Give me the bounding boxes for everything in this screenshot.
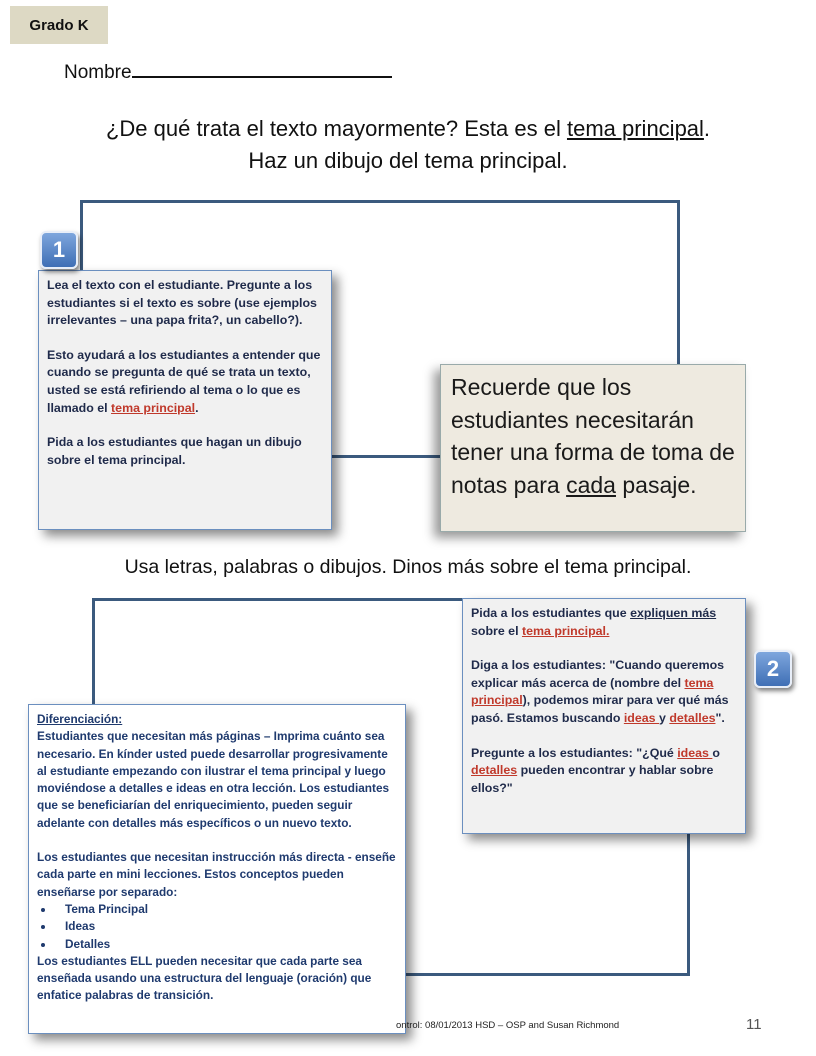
page-number: 11	[746, 1016, 762, 1033]
note1-punct: .	[195, 400, 199, 415]
note1-para-3: Pida a los estudiantes que hagan un dibujo sobre el tema principal.	[47, 435, 302, 467]
list-item: • Detalles	[55, 936, 397, 953]
note2-text: Pregunte a los estudiantes: "¿Qué	[471, 745, 678, 760]
note2-para-1	[471, 605, 737, 640]
note2-term: ideas	[623, 710, 659, 725]
reminder-text: Recuerde que los estudiantes necesitarán tener una forma de toma de notas para	[451, 374, 735, 498]
name-field	[64, 58, 392, 84]
question-text: ¿De qué trata el texto mayormente? Esta es el	[105, 116, 567, 141]
differentiation-title: Diferenciación:	[37, 712, 123, 726]
teacher-note-1	[38, 270, 332, 530]
note2-term: detalles	[669, 710, 716, 725]
note2-term: ideas	[677, 745, 713, 760]
note2-text: ".	[715, 710, 725, 725]
note2-term: tema principal	[471, 675, 714, 708]
question-term: tema principal	[566, 116, 704, 141]
note2-text: ), podemos mirar para ver qué más pasó. Estamos buscando	[471, 693, 729, 725]
instruction-2: Usa letras, palabras o dibujos. Dinos más sobre el tema principal.	[124, 556, 692, 578]
note1-para-2	[47, 347, 323, 417]
note2-text: Diga a los estudiantes: "Cuando queremos explicar más acerca de (nombre del	[471, 658, 725, 690]
list-item: • Tema Principal	[55, 901, 397, 918]
question-line-1	[0, 116, 816, 142]
note2-para-2	[471, 657, 737, 727]
grade-label: Grado K	[10, 6, 108, 44]
question-punct: .	[703, 116, 711, 141]
note2-text: o	[712, 745, 720, 760]
teacher-note-2	[462, 598, 746, 834]
note1-para-1: Lea el texto con el estudiante. Pregunte a los estudiantes si el texto es sobre (use ejemplos irrelevantes – una papa frita?, un cabello?).	[47, 278, 317, 328]
note2-text: y	[659, 710, 670, 725]
note2-emph: expliquen más	[630, 606, 717, 620]
reminder-end: pasaje.	[615, 471, 697, 498]
note2-text: sobre el	[471, 623, 522, 638]
footer-credit: ontrol: 08/01/2013 HSD – OSP and Susan Richmond	[396, 1020, 620, 1031]
differentiation-para-2: Los estudiantes que necesitan instrucción más directa - enseñe cada parte en mini lecciones. Estos conceptos pueden enseñarse por separado:	[37, 850, 396, 899]
step-1-badge: 1	[40, 231, 78, 269]
step-2-badge: 2	[754, 650, 792, 688]
differentiation-para-1: Estudiantes que necesitan más páginas – Imprima cuánto sea necesario. En kínder usted puede desarrollar progresivamente al estudiante empezando con ilustrar el tema principal y luego moviéndose a detalles e ideas en otra lección. Los estudiantes que se beneficiarían del enriquecimiento, pueden seguir adelante con detalles más específicos o un nuevo texto.	[37, 729, 390, 830]
note1-term: tema principal	[111, 400, 196, 415]
note1-text: Esto ayudará a los estudiantes a entender que cuando se pregunta de qué se trata un texto, usted se está refiriendo al tema o lo que es llamado el	[47, 347, 321, 415]
name-blank-line[interactable]	[132, 58, 392, 78]
differentiation-para-3: Los estudiantes ELL pueden necesitar que cada parte sea enseñada usando una estructura del lenguaje (oración) que enfatice palabras de transición.	[37, 953, 372, 1003]
note2-text: pueden encontrar y hablar sobre ellos?"	[471, 763, 714, 795]
note2-term: tema principal.	[521, 623, 610, 638]
note2-para-3	[471, 745, 737, 798]
note2-term: detalles	[471, 763, 518, 778]
reminder-term: cada	[566, 471, 616, 498]
differentiation-box	[28, 704, 406, 1034]
list-item: • Ideas	[55, 918, 397, 935]
concept-list	[37, 901, 397, 953]
note2-text: Pida a los estudiantes que	[471, 606, 631, 620]
name-label: Nombre	[64, 62, 132, 83]
reminder-note	[440, 364, 746, 532]
question-line-2: Haz un dibujo del tema principal.	[248, 148, 568, 173]
